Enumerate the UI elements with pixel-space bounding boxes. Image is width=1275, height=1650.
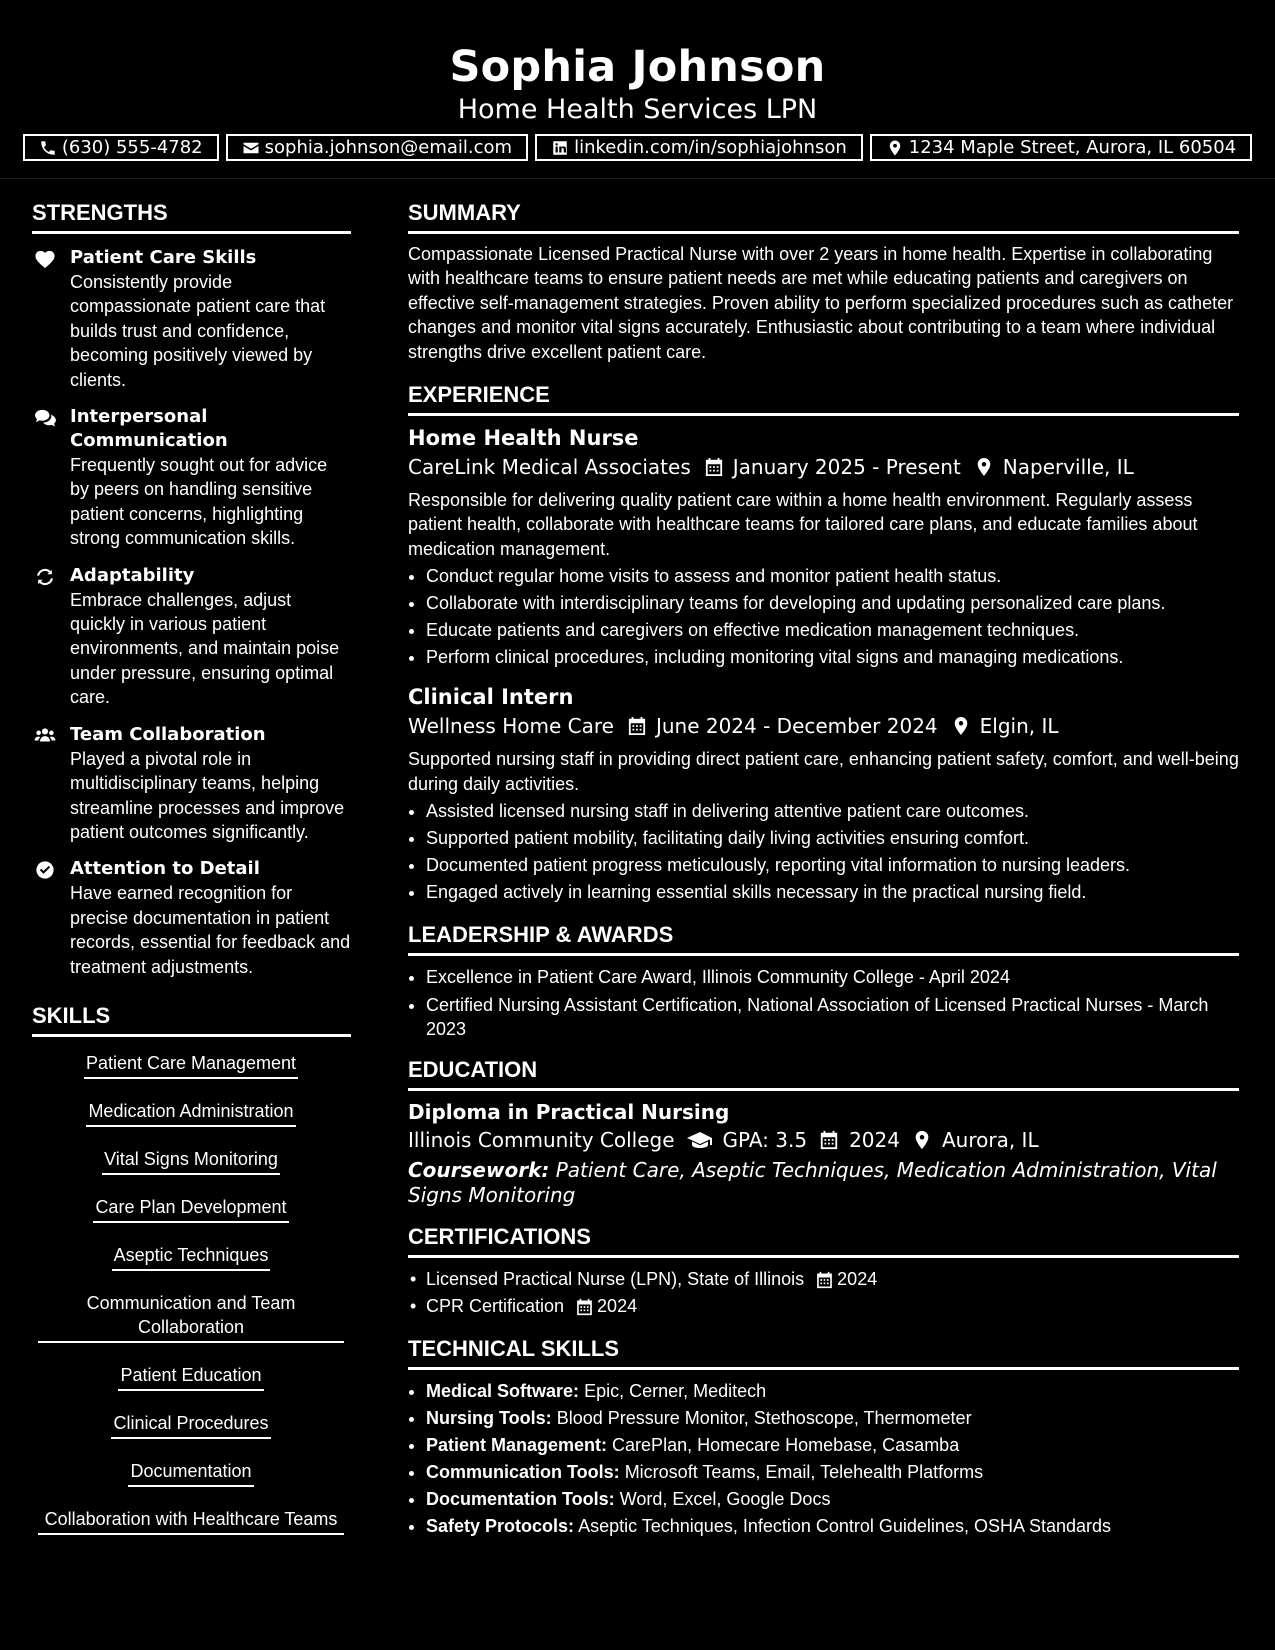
contact-phone[interactable] bbox=[23, 134, 219, 161]
coursework-label: Coursework: bbox=[408, 1158, 550, 1183]
list-item: • Certified Nursing Assistant Certification, National Association of Licensed Practical Nurses - March 2023 bbox=[426, 993, 1239, 1041]
strength-item bbox=[32, 405, 351, 551]
envelope-icon bbox=[242, 139, 260, 157]
strength-item bbox=[32, 857, 351, 979]
map-pin-icon bbox=[886, 139, 904, 157]
strength-title: Interpersonal Communication bbox=[70, 406, 228, 452]
strength-desc: Frequently sought out for advice by peers on handling sensitive patient concerns, highlighting strong communication skills. bbox=[70, 455, 328, 549]
job-bullets bbox=[408, 798, 1239, 906]
contact-address[interactable] bbox=[870, 134, 1252, 161]
graduation-year: 2024 bbox=[849, 1128, 900, 1153]
coursework-list: Patient Care, Aseptic Techniques, Medication Administration, Vital Signs Monitoring bbox=[408, 1158, 1217, 1208]
school-location: Aurora, IL bbox=[941, 1128, 1039, 1153]
calendar-icon bbox=[628, 716, 646, 736]
certifications-list bbox=[408, 1266, 1239, 1320]
list-item: • Safety Protocols: Aseptic Techniques, Infection Control Guidelines, OSHA Standards bbox=[426, 1513, 1239, 1540]
certification-year: 2024 bbox=[597, 1296, 638, 1317]
list-item: • Patient Management: CarePlan, Homecare Homebase, Casamba bbox=[426, 1432, 1239, 1459]
job-dates: January 2025 - Present bbox=[732, 455, 961, 480]
map-pin-icon bbox=[912, 1130, 932, 1150]
job-entry bbox=[408, 683, 1239, 906]
job-location: Elgin, IL bbox=[979, 714, 1059, 739]
list-item bbox=[426, 1266, 1239, 1293]
calendar-icon bbox=[576, 1298, 593, 1316]
list-item: • Supported patient mobility, facilitating daily living activities ensuring comfort. bbox=[426, 825, 1239, 852]
strengths-list bbox=[32, 246, 351, 979]
job-entry bbox=[408, 424, 1239, 671]
coursework bbox=[408, 1158, 1239, 1208]
certifications-heading: CERTIFICATIONS bbox=[408, 1222, 1239, 1258]
certification-name: • Licensed Practical Nurse (LPN), State of Illinois bbox=[426, 1269, 805, 1290]
strength-title: Attention to Detail bbox=[70, 858, 260, 880]
list-item: • Excellence in Patient Care Award, Illinois Community College - April 2024 bbox=[426, 964, 1239, 991]
strengths-heading: STRENGTHS bbox=[32, 198, 351, 234]
strength-title: Adaptability bbox=[70, 564, 195, 586]
list-item: • Documented patient progress meticulously, reporting vital information to nursing leaders. bbox=[426, 852, 1239, 879]
job-company: CareLink Medical Associates bbox=[408, 455, 691, 480]
strength-desc: Consistently provide compassionate patient care that builds trust and confidence, becoming positively viewed by clients. bbox=[70, 272, 326, 390]
summary-section bbox=[408, 198, 1239, 364]
job-title: Home Health Nurse bbox=[408, 426, 639, 451]
candidate-name: Sophia Johnson bbox=[449, 42, 826, 92]
awards-list bbox=[408, 964, 1239, 1041]
awards-heading: LEADERSHIP & AWARDS bbox=[408, 920, 1239, 956]
gpa: GPA: 3.5 bbox=[722, 1128, 808, 1153]
education-heading: EDUCATION bbox=[408, 1055, 1239, 1091]
school-name: Illinois Community College bbox=[408, 1128, 675, 1153]
strengths-section bbox=[32, 198, 351, 979]
certifications-section bbox=[408, 1222, 1239, 1320]
technical-skills-section bbox=[408, 1334, 1239, 1540]
strength-desc: Played a pivotal role in multidisciplinary teams, helping streamline processes and improve patient outcomes significantly. bbox=[70, 748, 345, 842]
strength-title: Patient Care Skills bbox=[70, 247, 257, 268]
degree-title: Diploma in Practical Nursing bbox=[408, 1100, 730, 1125]
left-column bbox=[32, 198, 351, 1555]
list-item: • Engaged actively in learning essential skills necessary in the practical nursing field. bbox=[426, 879, 1239, 906]
job-title: Clinical Intern bbox=[408, 685, 574, 710]
resume-header bbox=[0, 0, 1275, 179]
skill-tag: Collaboration with Healthcare Teams bbox=[38, 1507, 344, 1535]
calendar-icon bbox=[705, 457, 723, 477]
right-column bbox=[408, 198, 1239, 1554]
job-meta bbox=[408, 711, 1239, 741]
education-section bbox=[408, 1055, 1239, 1208]
skill-tag: Aseptic Techniques bbox=[38, 1243, 344, 1271]
address-text: 1234 Maple Street, Aurora, IL 60504 bbox=[908, 137, 1237, 158]
technical-skills-list bbox=[408, 1378, 1239, 1540]
chat-icon bbox=[34, 408, 56, 428]
strength-item bbox=[32, 246, 351, 392]
phone-text: (630) 555-4782 bbox=[61, 137, 203, 158]
list-item: • Conduct regular home visits to assess and monitor patient health status. bbox=[426, 563, 1239, 590]
strength-desc: Embrace challenges, adjust quickly in various patient environments, and maintain poise under pressure, ensuring optimal care. bbox=[70, 589, 340, 708]
experience-section bbox=[408, 380, 1239, 906]
list-item: • Collaborate with interdisciplinary teams for developing and updating personalized care plans. bbox=[426, 590, 1239, 617]
list-item: • Documentation Tools: Word, Excel, Google Docs bbox=[426, 1486, 1239, 1513]
job-description: Supported nursing staff in providing direct patient care, enhancing patient safety, comfort, and well-being during daily activities. bbox=[408, 749, 1239, 794]
map-pin-icon bbox=[975, 457, 993, 477]
calendar-icon bbox=[816, 1271, 833, 1289]
strength-desc: Have earned recognition for precise documentation in patient records, essential for feedback and treatment adjustments. bbox=[70, 883, 351, 977]
phone-icon bbox=[39, 139, 57, 157]
check-circle-icon bbox=[34, 860, 56, 880]
contact-linkedin[interactable] bbox=[535, 134, 863, 161]
map-pin-icon bbox=[952, 716, 970, 736]
sync-icon bbox=[34, 567, 56, 587]
heart-icon bbox=[34, 249, 56, 269]
job-description: Responsible for delivering quality patient care within a home health environment. Regularly assess patient health, collaborate with healthcare teams for tailored care plans, and educate families about medication management. bbox=[408, 490, 1198, 559]
summary-text: Compassionate Licensed Practical Nurse with over 2 years in home health. Expertise in collaborating with healthcare teams to ensure patient needs are met while educating patients and caregivers on effective self-management strategies. Proven ability to perform specialized procedures such as catheter changes and monitor vital signs accurately. Enthusiastic about contributing to a team where individual strengths drive excellent patient care. bbox=[408, 244, 1234, 362]
job-location: Naperville, IL bbox=[1002, 455, 1134, 480]
skills-list bbox=[32, 1051, 351, 1535]
users-icon bbox=[34, 726, 56, 746]
email-text: sophia.johnson@email.com bbox=[264, 137, 513, 158]
candidate-title: Home Health Services LPN bbox=[457, 94, 818, 125]
list-item bbox=[426, 1293, 1239, 1320]
job-bullets bbox=[408, 563, 1239, 671]
strength-item bbox=[32, 564, 351, 710]
certification-year: 2024 bbox=[837, 1269, 878, 1290]
list-item: • Communication Tools: Microsoft Teams, Email, Telehealth Platforms bbox=[426, 1459, 1239, 1486]
skill-tag: Communication and Team Collaboration bbox=[38, 1291, 344, 1343]
list-item: • Assisted licensed nursing staff in delivering attentive patient care outcomes. bbox=[426, 798, 1239, 825]
list-item: • Medical Software: Epic, Cerner, Meditech bbox=[426, 1378, 1239, 1405]
skills-section bbox=[32, 1001, 351, 1535]
job-meta bbox=[408, 452, 1239, 482]
certification-name: • CPR Certification bbox=[426, 1296, 565, 1317]
skill-tag: Clinical Procedures bbox=[38, 1411, 344, 1439]
calendar-icon bbox=[819, 1130, 839, 1150]
list-item: • Educate patients and caregivers on effective medication management techniques. bbox=[426, 617, 1239, 644]
skill-tag: Vital Signs Monitoring bbox=[38, 1147, 344, 1175]
skills-heading: SKILLS bbox=[32, 1001, 351, 1037]
list-item: • Nursing Tools: Blood Pressure Monitor, Stethoscope, Thermometer bbox=[426, 1405, 1239, 1432]
summary-heading: SUMMARY bbox=[408, 198, 1239, 234]
awards-section bbox=[408, 920, 1239, 1041]
linkedin-icon bbox=[551, 139, 569, 157]
experience-heading: EXPERIENCE bbox=[408, 380, 1239, 416]
education-meta bbox=[408, 1125, 1239, 1155]
job-company: Wellness Home Care bbox=[408, 714, 614, 739]
technical-skills-heading: TECHNICAL SKILLS bbox=[408, 1334, 1239, 1370]
strength-item bbox=[32, 723, 351, 845]
graduation-cap-icon bbox=[687, 1130, 713, 1150]
skill-tag: Patient Care Management bbox=[38, 1051, 344, 1079]
job-dates: June 2024 - December 2024 bbox=[655, 714, 938, 739]
contact-bar bbox=[0, 134, 1275, 161]
skill-tag: Patient Education bbox=[38, 1363, 344, 1391]
list-item: • Perform clinical procedures, including monitoring vital signs and managing medications. bbox=[426, 644, 1239, 671]
skill-tag: Medication Administration bbox=[38, 1099, 344, 1127]
linkedin-text: linkedin.com/in/sophiajohnson bbox=[574, 137, 847, 158]
contact-email[interactable] bbox=[226, 134, 528, 161]
skill-tag: Care Plan Development bbox=[38, 1195, 344, 1223]
skill-tag: Documentation bbox=[38, 1459, 344, 1487]
strength-title: Team Collaboration bbox=[70, 723, 266, 745]
